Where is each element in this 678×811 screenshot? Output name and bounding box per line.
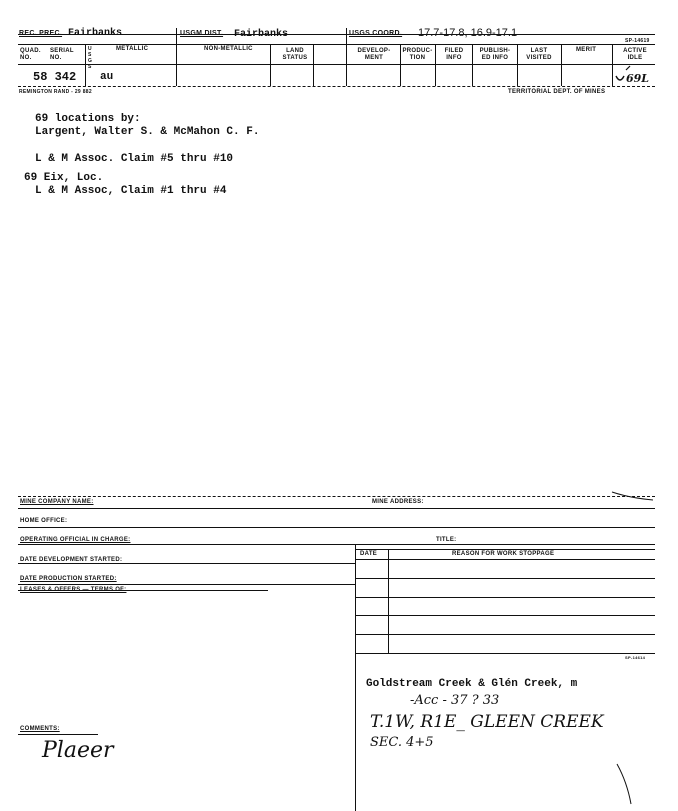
col-last-visited: LAST VISITED (526, 48, 552, 61)
leases-label: LEASES & OFFERS — TERMS OF: (20, 587, 127, 593)
note-line-1: 69 locations by: (35, 113, 141, 125)
mine-company-name-label: MINE COMPANY NAME: (20, 499, 94, 505)
col-published-info: PUBLISH-ED INFO (479, 48, 511, 61)
col-development: DEVELOP-MENT (357, 48, 391, 61)
usgs-coord-label: USGS COORD. (349, 30, 403, 37)
usgm-dist-label: USGM DIST. (180, 30, 224, 37)
usgm-dist-value: Fairbanks (234, 29, 289, 40)
date-production-label: DATE PRODUCTION STARTED: (20, 576, 117, 582)
mine-address-label: MINE ADDRESS: (372, 499, 424, 505)
footer-right: TERRITORIAL DEPT. OF MINES (508, 89, 606, 95)
comments-label: COMMENTS: (20, 726, 60, 732)
stray-stroke (610, 488, 655, 502)
note-line-4: 69 Eix, Loc. (24, 172, 104, 184)
col-serial: SERIAL NO. (50, 48, 74, 61)
reason-column-header: REASON FOR WORK STOPPAGE (452, 551, 555, 557)
form-number-2: SP-14614 (625, 655, 646, 660)
quad-serial-value: 58 342 (33, 70, 77, 84)
col-land-status: LAND STATUS (282, 48, 308, 61)
date-development-label: DATE DEVELOPMENT STARTED: (20, 557, 123, 563)
col-nonmetallic: NON-METALLIC (204, 46, 253, 52)
stray-stroke (615, 762, 635, 807)
footer-left: REMINGTON RAND - 29 882 (19, 89, 92, 95)
col-filed-info: FILED INFO (444, 48, 464, 61)
operating-official-label: OPERATING OFFICIAL IN CHARGE: (20, 537, 131, 543)
col-active-idle: ACTIVE IDLE (623, 48, 647, 61)
metallic-value: au (100, 71, 114, 83)
note-line-5: L & M Assoc, Claim #1 thru #4 (35, 185, 227, 197)
home-office-label: HOME OFFICE: (20, 518, 68, 524)
col-merit: MERIT (576, 47, 597, 53)
rec-prec-value: Fairbanks (68, 28, 123, 39)
handwritten-line-3: SEC. 4+5 (370, 735, 434, 750)
signature: Plaeer (42, 738, 114, 763)
col-quad: QUAD. NO. (20, 48, 41, 61)
active-idle-check-mark (612, 64, 634, 88)
goldstream-note: Goldstream Creek & Glén Creek, m (366, 678, 578, 690)
handwritten-line-2: T.1W, R1E_ GLEEN CREEK (370, 712, 604, 732)
date-column-header: DATE (360, 551, 378, 557)
note-line-2: Largent, Walter S. & McMahon C. F. (35, 126, 260, 138)
col-production: PRODUC-TION (402, 48, 433, 61)
note-line-3: L & M Assoc. Claim #5 thru #10 (35, 153, 234, 165)
title-label: TITLE: (436, 537, 457, 543)
rec-prec-label: REC. PREC. (19, 30, 63, 37)
handwritten-line-1: -Acc - 37 ? 33 (410, 693, 500, 708)
usgs-coord-value: 17.7-17.8, 16.9-17.1 (418, 27, 518, 39)
col-metallic: METALLIC (116, 46, 149, 52)
form-number: SP-14619 (625, 38, 650, 44)
active-idle-note: 69L (626, 72, 650, 85)
col-usgs: U S G S (88, 46, 93, 70)
